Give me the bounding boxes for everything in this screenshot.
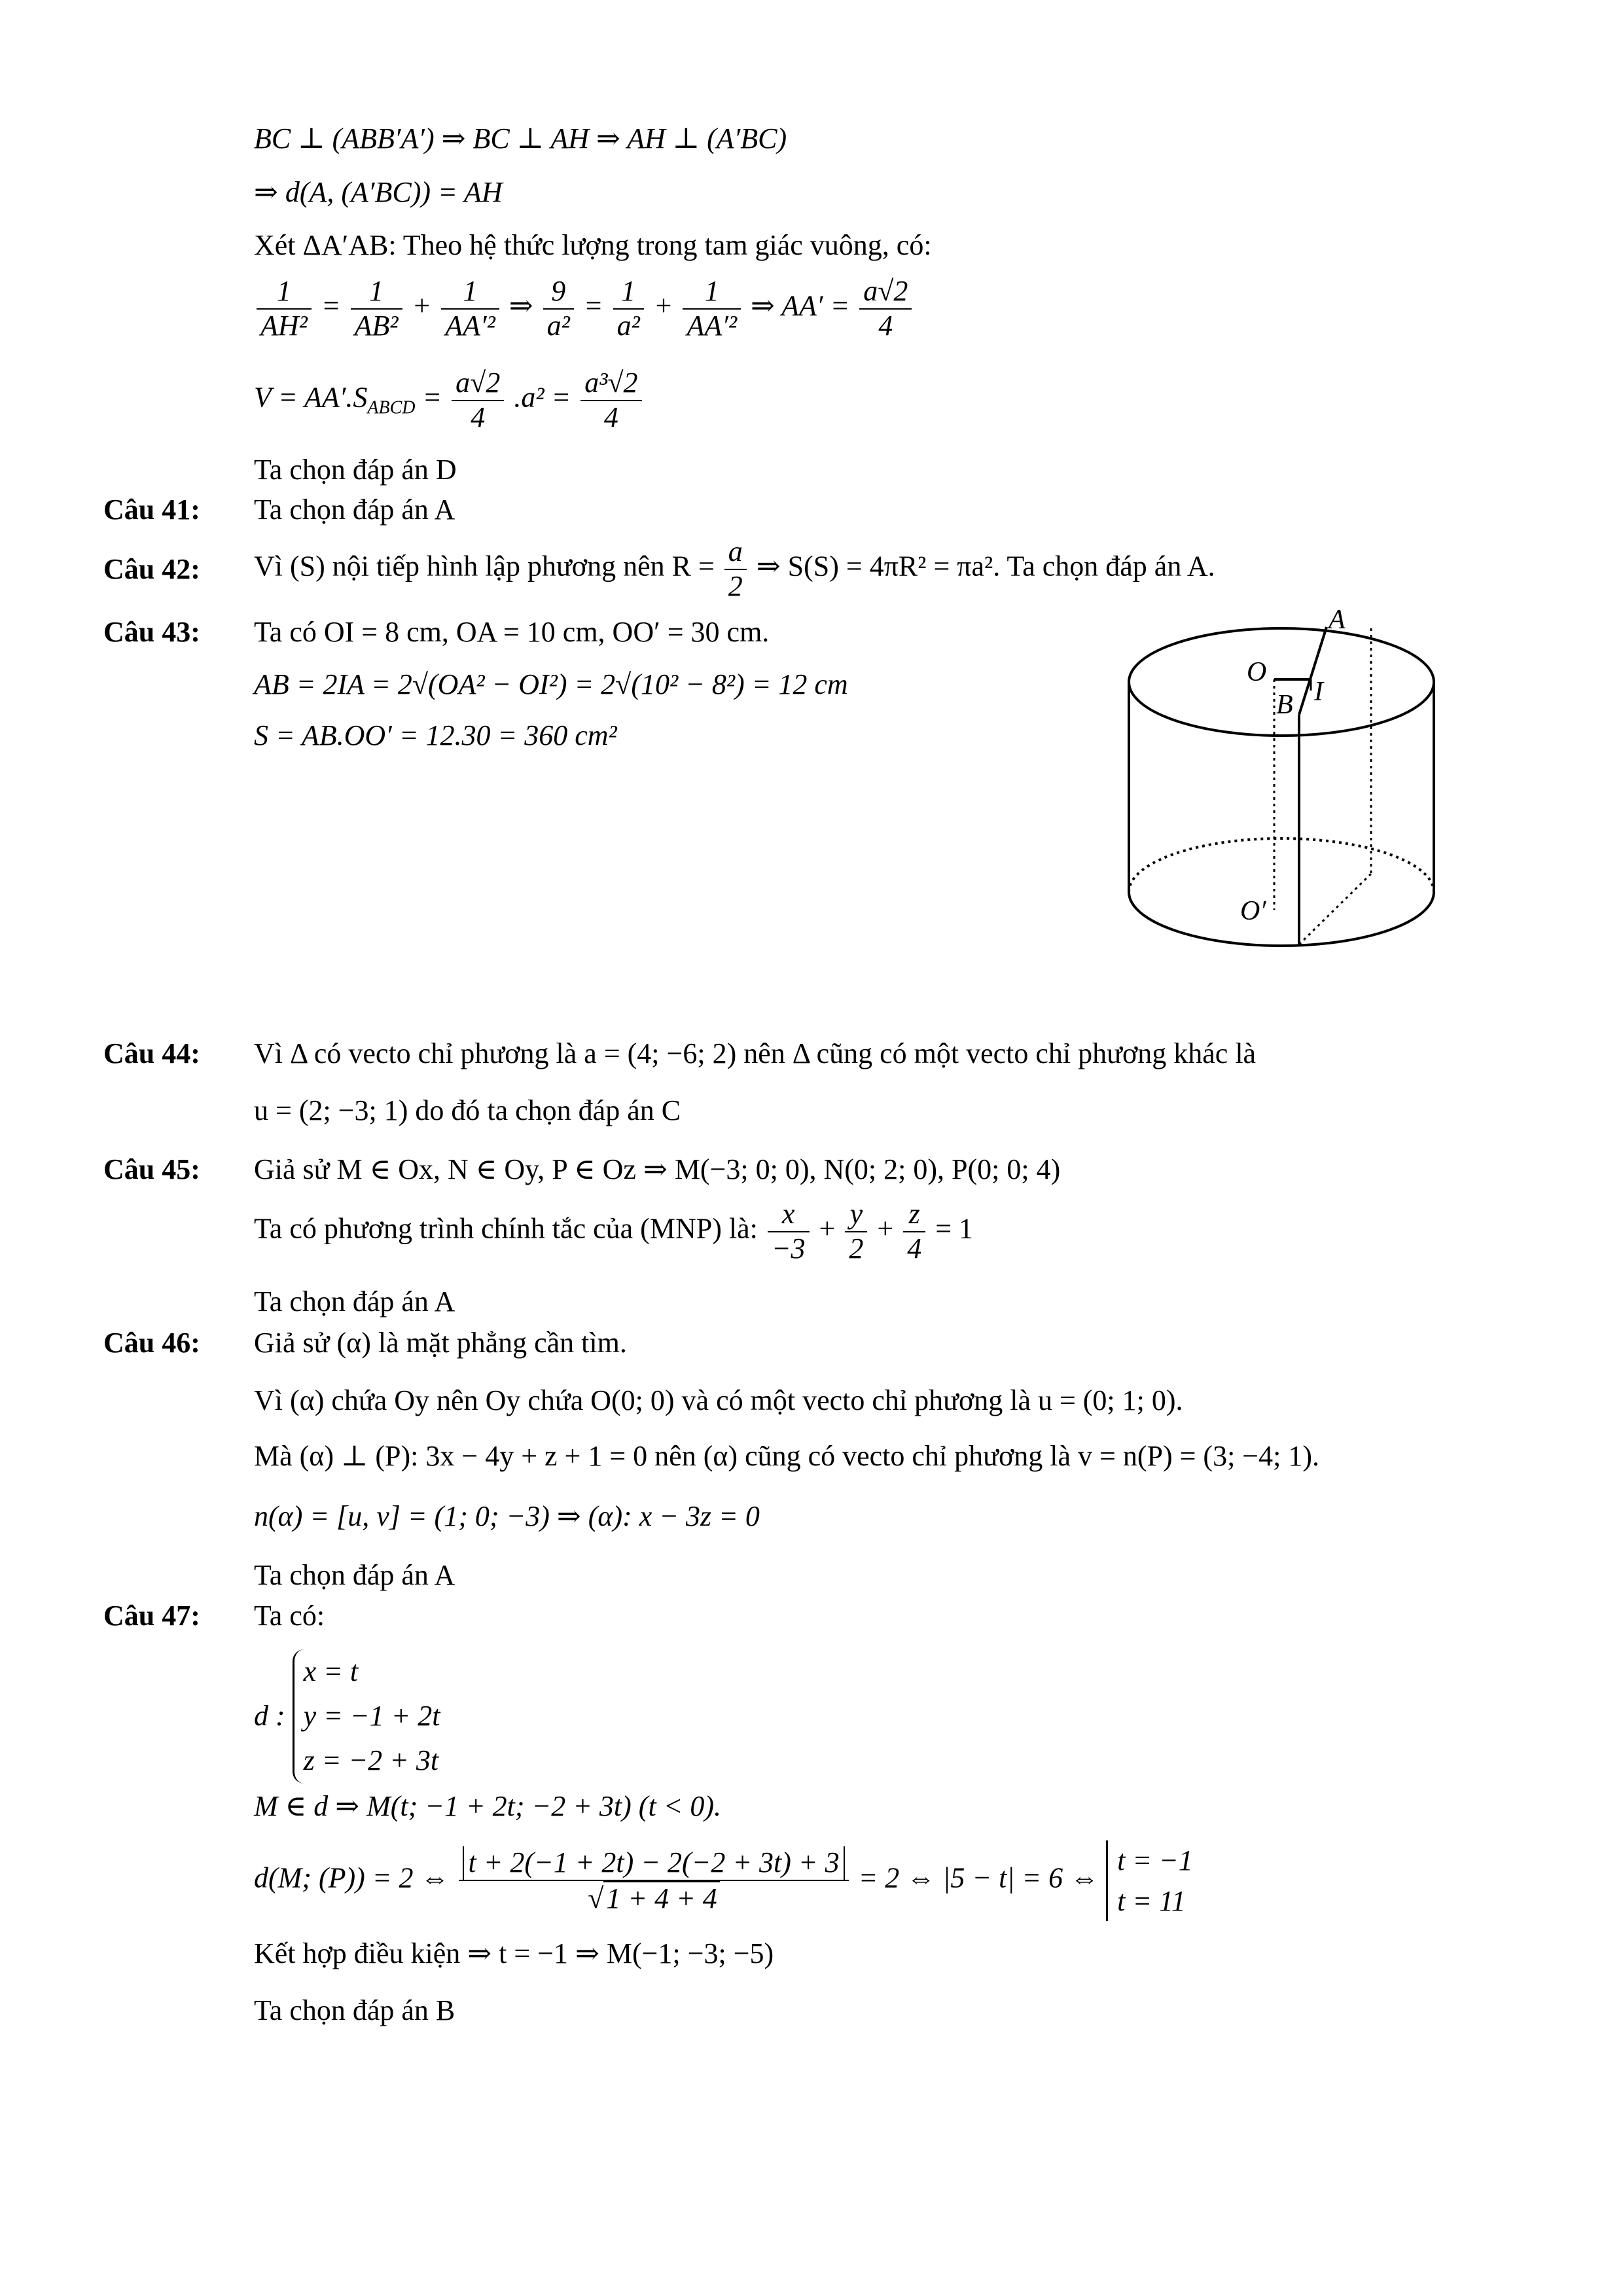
cau-47-system: d : x = t y = −1 + 2t z = −2 + 3t bbox=[254, 1649, 440, 1784]
parametric-system: x = t y = −1 + 2t z = −2 + 3t bbox=[293, 1649, 440, 1784]
cau-43-line2: AB = 2IA = 2√(OA² − OI²) = 2√(10² − 8²) = 12 cm bbox=[254, 668, 848, 700]
frac-vol-2: $\frac{\text{a³√2}}{4}$ bbox=[580, 367, 641, 434]
line-volume: $V = AA'.S_{ABCD}$ = $\frac{a√2}{4}$ .a² = $\frac{\text{a³√2}}{4}$ bbox=[254, 367, 645, 434]
frac-1-ah2: $\frac{1}{\text{AH²}}$ bbox=[257, 275, 312, 342]
label-cau-47: Câu 47: bbox=[103, 1600, 200, 1632]
cau-47-distance: d(M; (P)) = 2 ⇔ $\frac{t + 2(-1 + 2t) - 2(-2 + 3t) + 3}{√1 + 4 + 4}$ = 2 ⇔ |5 − t| = 6 ⇔ t = −1 t = 11 bbox=[254, 1840, 1193, 1921]
cau-47-line3: M ∈ d ⇒ M(t; −1 + 2t; −2 + 3t) (t < 0). bbox=[254, 1790, 722, 1822]
figure-label-o: O bbox=[1247, 657, 1267, 687]
frac-1-a2: $\frac{1}{\text{a²}}$ bbox=[613, 275, 644, 342]
frac-y-2: $\frac{y}{2}$ bbox=[845, 1198, 867, 1265]
cau-45-line2: Ta có phương trình chính tắc của (MNP) là: $\frac{x}{-3}$ + $\frac{y}{2}$ + $\frac{z}{4}$ = 1 bbox=[254, 1198, 974, 1265]
bottom-front-arc bbox=[1129, 892, 1434, 946]
label-cau-42: Câu 42: bbox=[103, 553, 200, 585]
frac-vol-1: $\frac{a√2}{4}$ bbox=[452, 367, 504, 434]
bottom-chord bbox=[1299, 874, 1371, 944]
bottom-back-arc bbox=[1129, 838, 1434, 892]
label-cau-44: Câu 44: bbox=[103, 1037, 200, 1069]
label-cau-45: Câu 45: bbox=[103, 1153, 200, 1185]
line-answer-d: Ta chọn đáp án D bbox=[254, 454, 457, 486]
cau-47-answer: Ta chọn đáp án B bbox=[254, 1994, 455, 2026]
cau-46-line4: n(α) = [u, v] = (1; 0; −3) ⇒ (α): x − 3z = 0 bbox=[254, 1500, 760, 1532]
solution-bracket: t = −1 t = 11 bbox=[1106, 1840, 1193, 1921]
frac-z-4: $\frac{z}{4}$ bbox=[903, 1198, 925, 1265]
cau-45-line1: Giả sử M ∈ Ox, N ∈ Oy, P ∈ Oz ⇒ M(−3; 0; 0), N(0; 2; 0), P(0; 0; 4) bbox=[254, 1153, 1061, 1185]
line-hethuc-equation: $\frac{1}{\text{AH²}}$ = $\frac{1}{\text{AB²}}$ + $\frac{1}{\text{AA′²}}$ ⇒ $\frac{9}{\text{a²}}$ = $\frac{1}{\text{a²}}$ + $\frac{1}{\text{AA′²}}$ ⇒ AA′ = $\frac{a√2}{4}$ bbox=[254, 275, 914, 342]
frac-9-a2: $\frac{9}{\text{a²}}$ bbox=[543, 275, 574, 342]
label-cau-46: Câu 46: bbox=[103, 1327, 200, 1359]
cau-41-answer: Ta chọn đáp án A bbox=[254, 493, 455, 526]
cau-46-line1: Giả sử (α) là mặt phẳng cần tìm. bbox=[254, 1327, 627, 1359]
cau-42-text: Vì (S) nội tiếp hình lập phương nên R = $\frac{a}{2}$ ⇒ S(S) = 4πR² = πa². Ta chọn đáp án A. bbox=[254, 535, 1215, 602]
cau-47-line5: Kết hợp điều kiện ⇒ t = −1 ⇒ M(−1; −3; −5) bbox=[254, 1937, 774, 1969]
figure-label-b: B bbox=[1276, 690, 1293, 720]
cau-43-line3: S = AB.OO′ = 12.30 = 360 cm² bbox=[254, 719, 617, 751]
cau-46-line3: Mà (α) ⊥ (P): 3x − 4y + z + 1 = 0 nên (α) cũng có vecto chỉ phương là v = n(P) = (3; −4; 1). bbox=[254, 1440, 1319, 1472]
cau-43-line1: Ta có OI = 8 cm, OA = 10 cm, OO′ = 30 cm. bbox=[254, 616, 770, 648]
cau-44-line1: Vì Δ có vecto chỉ phương là a = (4; −6; 2) nên Δ cũng có một vecto chỉ phương khác là bbox=[254, 1037, 1257, 1069]
frac-a-sqrt2-4: $\frac{a√2}{4}$ bbox=[859, 275, 912, 342]
label-cau-43: Câu 43: bbox=[103, 616, 200, 648]
cau-45-answer: Ta chọn đáp án A bbox=[254, 1285, 455, 1318]
frac-1-aa2: $\frac{1}{\text{AA′²}}$ bbox=[441, 275, 499, 342]
line-distance: ⇒ d(A, (A′BC)) = AH bbox=[254, 176, 503, 208]
frac-1-aa2-b: $\frac{1}{\text{AA′²}}$ bbox=[683, 275, 741, 342]
frac-1-ab2: $\frac{1}{\text{AB²}}$ bbox=[351, 275, 402, 342]
cau-47-line1: Ta có: bbox=[254, 1600, 325, 1632]
frac-distance: $\frac{t + 2(-1 + 2t) - 2(-2 + 3t) + 3}{√1 + 4 + 4}$ bbox=[459, 1846, 848, 1915]
cau-44-line2: u = (2; −3; 1) do đó ta chọn đáp án C bbox=[254, 1094, 681, 1126]
figure-label-a: A bbox=[1329, 609, 1346, 635]
figure-label-i: I bbox=[1314, 677, 1323, 707]
line-bc-perp: BC ⊥ (ABB′A′) ⇒ BC ⊥ AH ⇒ AH ⊥ (A′BC) bbox=[254, 122, 787, 154]
label-cau-41: Câu 41: bbox=[103, 493, 200, 526]
figure-label-o-prime: O′ bbox=[1240, 896, 1266, 926]
line-xet: Xét ΔA′AB: Theo hệ thức lượng trong tam giác vuông, có: bbox=[254, 229, 932, 261]
frac-x-3: $\frac{x}{-3}$ bbox=[768, 1198, 810, 1265]
cylinder-figure bbox=[1113, 609, 1453, 962]
cau-46-line2: Vì (α) chứa Oy nên Oy chứa O(0; 0) và có một vecto chỉ phương là u = (0; 1; 0). bbox=[254, 1384, 1183, 1416]
cau-46-answer: Ta chọn đáp án A bbox=[254, 1559, 455, 1591]
frac-a-2: $\frac{a}{2}$ bbox=[724, 535, 747, 603]
